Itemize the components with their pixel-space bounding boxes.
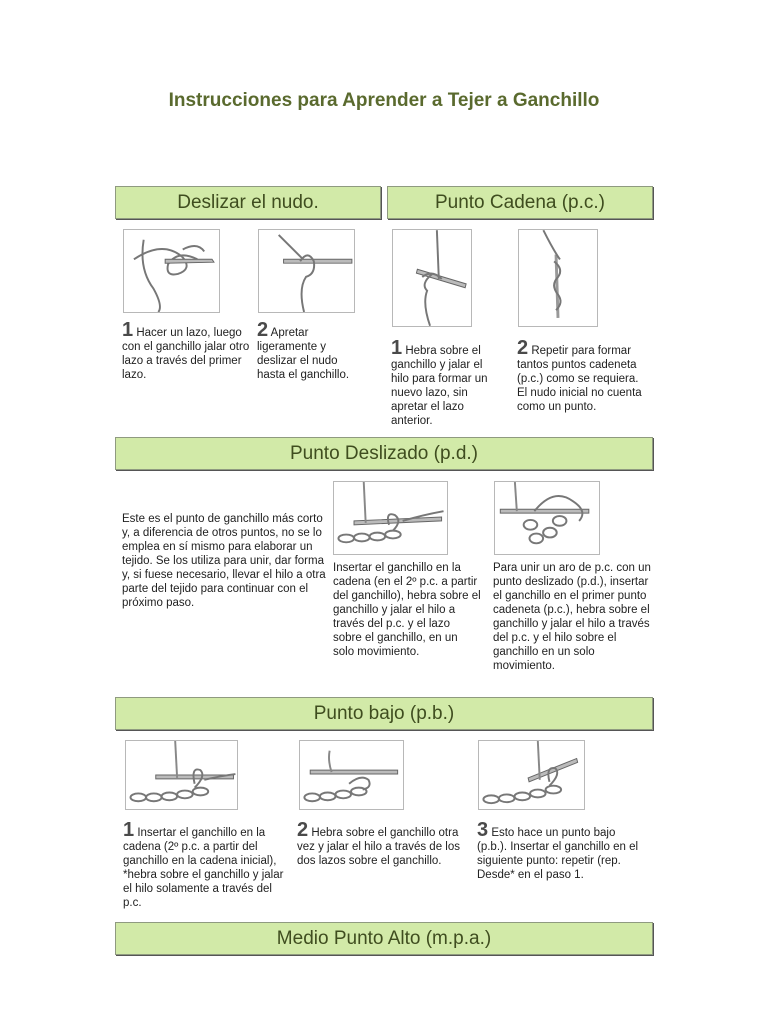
bajo-step-2 xyxy=(297,821,473,868)
step-number: 2 xyxy=(297,819,309,841)
section-bajo-heading: Punto bajo (p.b.) xyxy=(313,702,455,724)
bajo-step-1 xyxy=(123,821,293,910)
illustration-single-crochet-yarn-over xyxy=(299,740,404,810)
section-deslizado-heading: Punto Deslizado (p.d.) xyxy=(290,442,478,464)
section-mpa-heading: Medio Punto Alto (m.p.a.) xyxy=(276,927,492,949)
illustration-chain-yarn-over xyxy=(392,229,472,327)
illustration-chain-repeat xyxy=(518,229,598,327)
section-deslizar-heading: Deslizar el nudo. xyxy=(177,191,319,213)
deslizado-step-1: Insertar el ganchillo en la cadena (en el 2º p.c. a partir del ganchillo), hebra sobre el ganchillo y jalar el hilo a través del p.c. y el lazo sobre el ganchillo, en un solo movimiento. xyxy=(333,562,481,658)
section-cadena-heading: Punto Cadena (p.c.) xyxy=(434,191,606,213)
illustration-slip-stitch-chain xyxy=(333,481,448,555)
section-deslizado-header xyxy=(115,437,653,470)
step-number: 1 xyxy=(123,819,135,841)
cadena-step-1 xyxy=(391,339,499,428)
step-number: 2 xyxy=(257,319,269,341)
step-text: Apretar ligeramente y deslizar el nudo hasta el ganchillo. xyxy=(257,327,350,381)
deslizado-intro: Este es el punto de ganchillo más corto y, a diferencia de otros puntos, no se lo emplea en sí mismo para elaborar un tejido. Se los utiliza para unir, dar forma y, si fuese necesario, llevar el hilo a otra parte del tejido para continuar con el próximo paso. xyxy=(122,513,326,609)
step-number: 1 xyxy=(122,319,134,341)
step-number: 2 xyxy=(517,337,529,359)
deslizar-step-2 xyxy=(257,321,367,382)
step-text: Repetir para formar tantos puntos cadeneta (p.c.) como se requiera. El nudo inicial no cuenta como un punto. xyxy=(517,345,642,413)
step-number: 1 xyxy=(391,337,403,359)
deslizar-step-1 xyxy=(122,321,254,382)
section-cadena-header xyxy=(387,186,653,219)
step-number: 3 xyxy=(477,819,489,841)
step-text: Esto hace un punto bajo (p.b.). Insertar el ganchillo en el siguiente punto: repetir (rep. Desde* en el paso 1. xyxy=(477,827,639,881)
illustration-single-crochet-finished xyxy=(478,740,585,810)
step-text: Hebra sobre el ganchillo otra vez y jalar el hilo a través de los dos lazos sobre el ganchillo. xyxy=(297,827,460,867)
step-text: Hacer un lazo, luego con el ganchillo jalar otro lazo a través del primer lazo. xyxy=(122,327,250,381)
deslizado-step-2: Para unir un aro de p.c. con un punto deslizado (p.d.), insertar el ganchillo en el primer punto cadeneta (p.c.), hebra sobre el ganchillo y jalar el hilo a través del p.c. y el hilo sobre el ganchillo en un solo movimiento. xyxy=(493,562,651,672)
illustration-slip-knot-tighten xyxy=(258,229,355,313)
section-bajo-header xyxy=(115,697,653,730)
step-text: Hebra sobre el ganchillo y jalar el hilo para formar un nuevo lazo, sin apretar el lazo anterior. xyxy=(391,345,488,427)
section-mpa-header xyxy=(115,922,653,955)
illustration-single-crochet-insert xyxy=(125,740,238,810)
illustration-slip-stitch-ring xyxy=(494,481,600,555)
page-title: Instrucciones para Aprender a Tejer a Ganchillo xyxy=(168,90,600,111)
step-text: Insertar el ganchillo en la cadena (2º p.c. a partir del ganchillo en la cadena inicial), *hebra sobre el ganchillo y jalar el hilo solamente a través del p.c. xyxy=(123,827,284,909)
cadena-step-2 xyxy=(517,339,649,414)
illustration-slip-knot-loop xyxy=(123,229,220,313)
bajo-step-3 xyxy=(477,821,641,882)
section-deslizar-header xyxy=(115,186,381,219)
